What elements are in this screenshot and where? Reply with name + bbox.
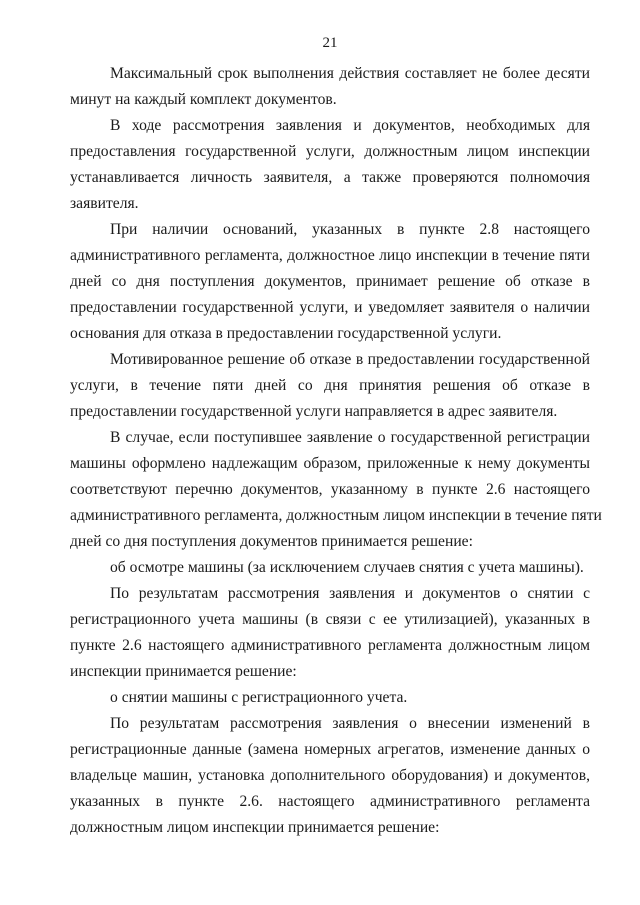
text-line: услуги, в течение пяти дней со дня принятия решения об отказе в: [70, 377, 590, 394]
text-line: инспекции принимается решение:: [70, 663, 297, 680]
text-line: заявителя.: [70, 195, 139, 212]
text-line: пункте 2.6 настоящего административного регламента должностным лицом: [70, 637, 590, 654]
paragraph: [70, 61, 590, 113]
paragraph: [70, 555, 590, 581]
text-line: В случае, если поступившее заявление о государственной регистрации: [110, 429, 590, 446]
text-line: В ходе рассмотрения заявления и документов, необходимых для: [110, 117, 590, 134]
paragraph: [70, 113, 590, 217]
text-line: дней со дня поступления документов, принимает решение об отказе в: [70, 273, 590, 290]
text-line: При наличии оснований, указанных в пункте 2.8 настоящего: [110, 221, 590, 238]
text-line: основания для отказа в предоставлении государственной услуги.: [70, 325, 502, 342]
paragraph: [70, 347, 590, 425]
text-line: регистрационные данные (замена номерных агрегатов, изменение данных о: [70, 741, 590, 758]
text-line: машины оформлено надлежащим образом, приложенные к нему документы: [70, 455, 590, 472]
text-line: предоставлении государственной услуги направляется в адрес заявителя.: [70, 403, 558, 420]
text-line: дней со дня поступления документов принимается решение:: [70, 533, 473, 550]
text-line: предоставления государственной услуги, должностным лицом инспекции: [70, 143, 590, 160]
paragraph: [70, 685, 590, 711]
text-line: По результатам рассмотрения заявления и документов о снятии с: [110, 585, 590, 602]
paragraph: [70, 217, 590, 347]
text-line: административного регламента, должностное лицо инспекции в течение пяти: [70, 247, 590, 264]
text-line: Максимальный срок выполнения действия составляет не более десяти: [110, 65, 590, 82]
text-line: соответствуют перечню документов, указанному в пункте 2.6 настоящего: [70, 481, 590, 498]
text-line: регистрационного учета машины (в связи с ее утилизацией), указанных в: [70, 611, 590, 628]
document-body: [70, 61, 602, 841]
text-line: административного регламента, должностным лицом инспекции в течение пяти: [70, 507, 602, 524]
text-line: устанавливается личность заявителя, а также проверяются полномочия: [70, 169, 590, 186]
paragraph: [70, 581, 590, 685]
text-line: владельце машин, установка дополнительного оборудования) и документов,: [70, 767, 590, 784]
text-line: минут на каждый комплект документов.: [70, 91, 337, 108]
text-line: предоставлении государственной услуги, и уведомляет заявителя о наличии: [70, 299, 590, 316]
text-line: об осмотре машины (за исключением случаев снятия с учета машины).: [110, 559, 584, 576]
text-line: о снятии машины с регистрационного учета.: [110, 689, 408, 706]
text-line: Мотивированное решение об отказе в предоставлении государственной: [110, 351, 590, 368]
paragraph: [70, 711, 590, 841]
page-number: 21: [322, 35, 338, 51]
text-line: указанных в пункте 2.6. настоящего административного регламента: [70, 793, 590, 810]
paragraph: [70, 425, 602, 555]
text-line: По результатам рассмотрения заявления о внесении изменений в: [110, 715, 590, 732]
text-line: должностным лицом инспекции принимается решение:: [70, 819, 440, 836]
